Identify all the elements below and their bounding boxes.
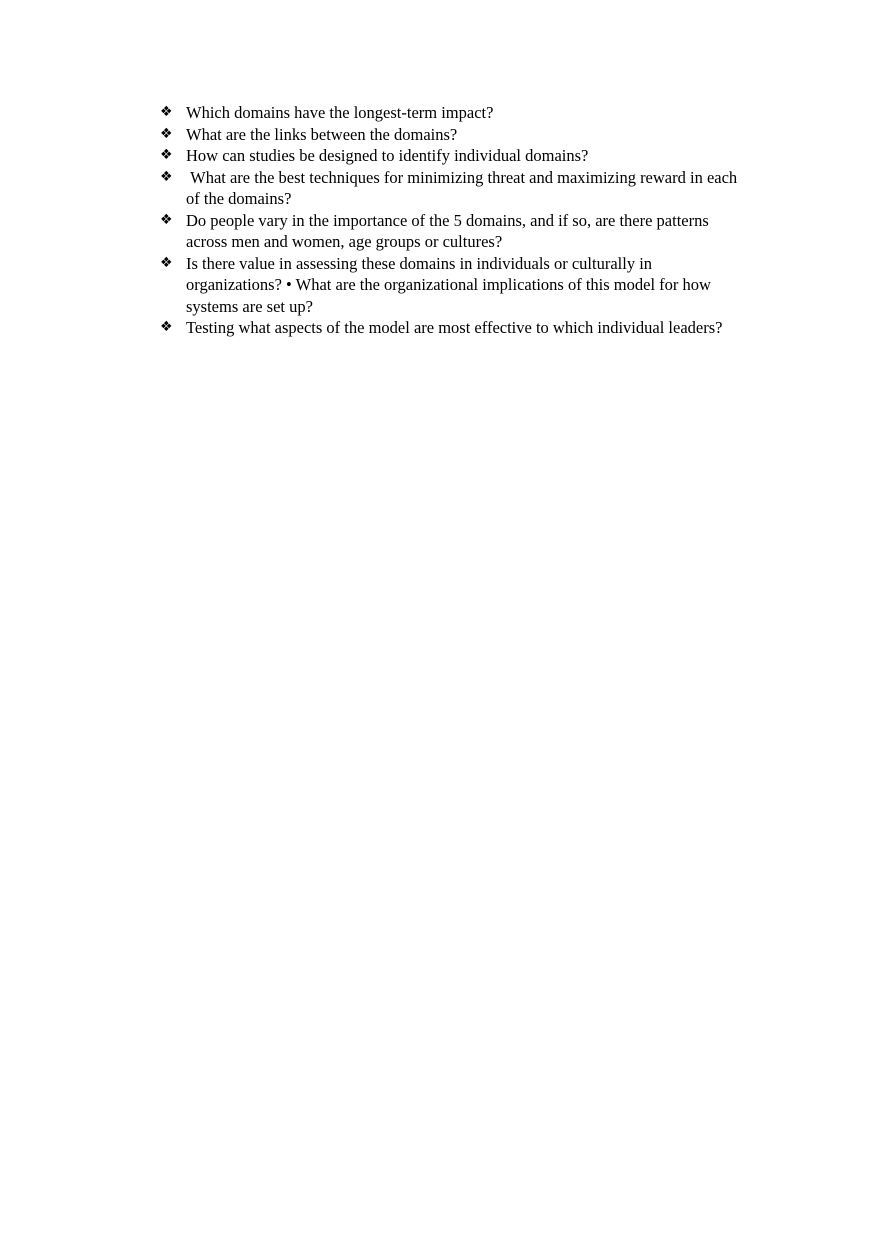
list-item xyxy=(160,253,780,318)
list-item-text-line: Is there value in assessing these domains in individuals or culturally in xyxy=(186,253,653,273)
diamond-bullet-icon: ❖ xyxy=(160,147,173,163)
list-item-text-line: of the domains? xyxy=(186,189,292,208)
list-item-text-line: Testing what aspects of the model are most effective to which individual leaders? xyxy=(186,318,723,337)
diamond-bullet-icon: ❖ xyxy=(160,104,173,120)
list-item xyxy=(160,124,780,146)
diamond-bullet-icon: ❖ xyxy=(160,254,173,271)
list-item xyxy=(160,102,780,124)
list-item-text-line: What are the best techniques for minimizing threat and maximizing reward in each xyxy=(186,167,738,187)
list-item-text-line: Which domains have the longest-term impact? xyxy=(186,103,494,122)
list-item-text-line: What are the links between the domains? xyxy=(186,124,458,144)
diamond-bullet-icon: ❖ xyxy=(160,319,173,335)
diamond-bullet-icon: ❖ xyxy=(160,125,173,142)
list-item xyxy=(160,210,780,253)
list-item xyxy=(160,317,780,339)
list-item xyxy=(160,145,780,167)
list-item-text-line: systems are set up? xyxy=(186,296,313,316)
diamond-bullet-icon: ❖ xyxy=(160,211,173,228)
list-item xyxy=(160,167,780,210)
list-item-text-line: How can studies be designed to identify individual domains? xyxy=(186,146,589,165)
list-item-text-line: across men and women, age groups or cultures? xyxy=(186,232,503,251)
list-item-text-line: Do people vary in the importance of the 5 domains, and if so, are there patterns xyxy=(186,210,709,230)
list-item-text-line: organizations? • What are the organizational implications of this model for how xyxy=(186,275,711,294)
question-list xyxy=(160,102,780,339)
diamond-bullet-icon: ❖ xyxy=(160,168,173,185)
